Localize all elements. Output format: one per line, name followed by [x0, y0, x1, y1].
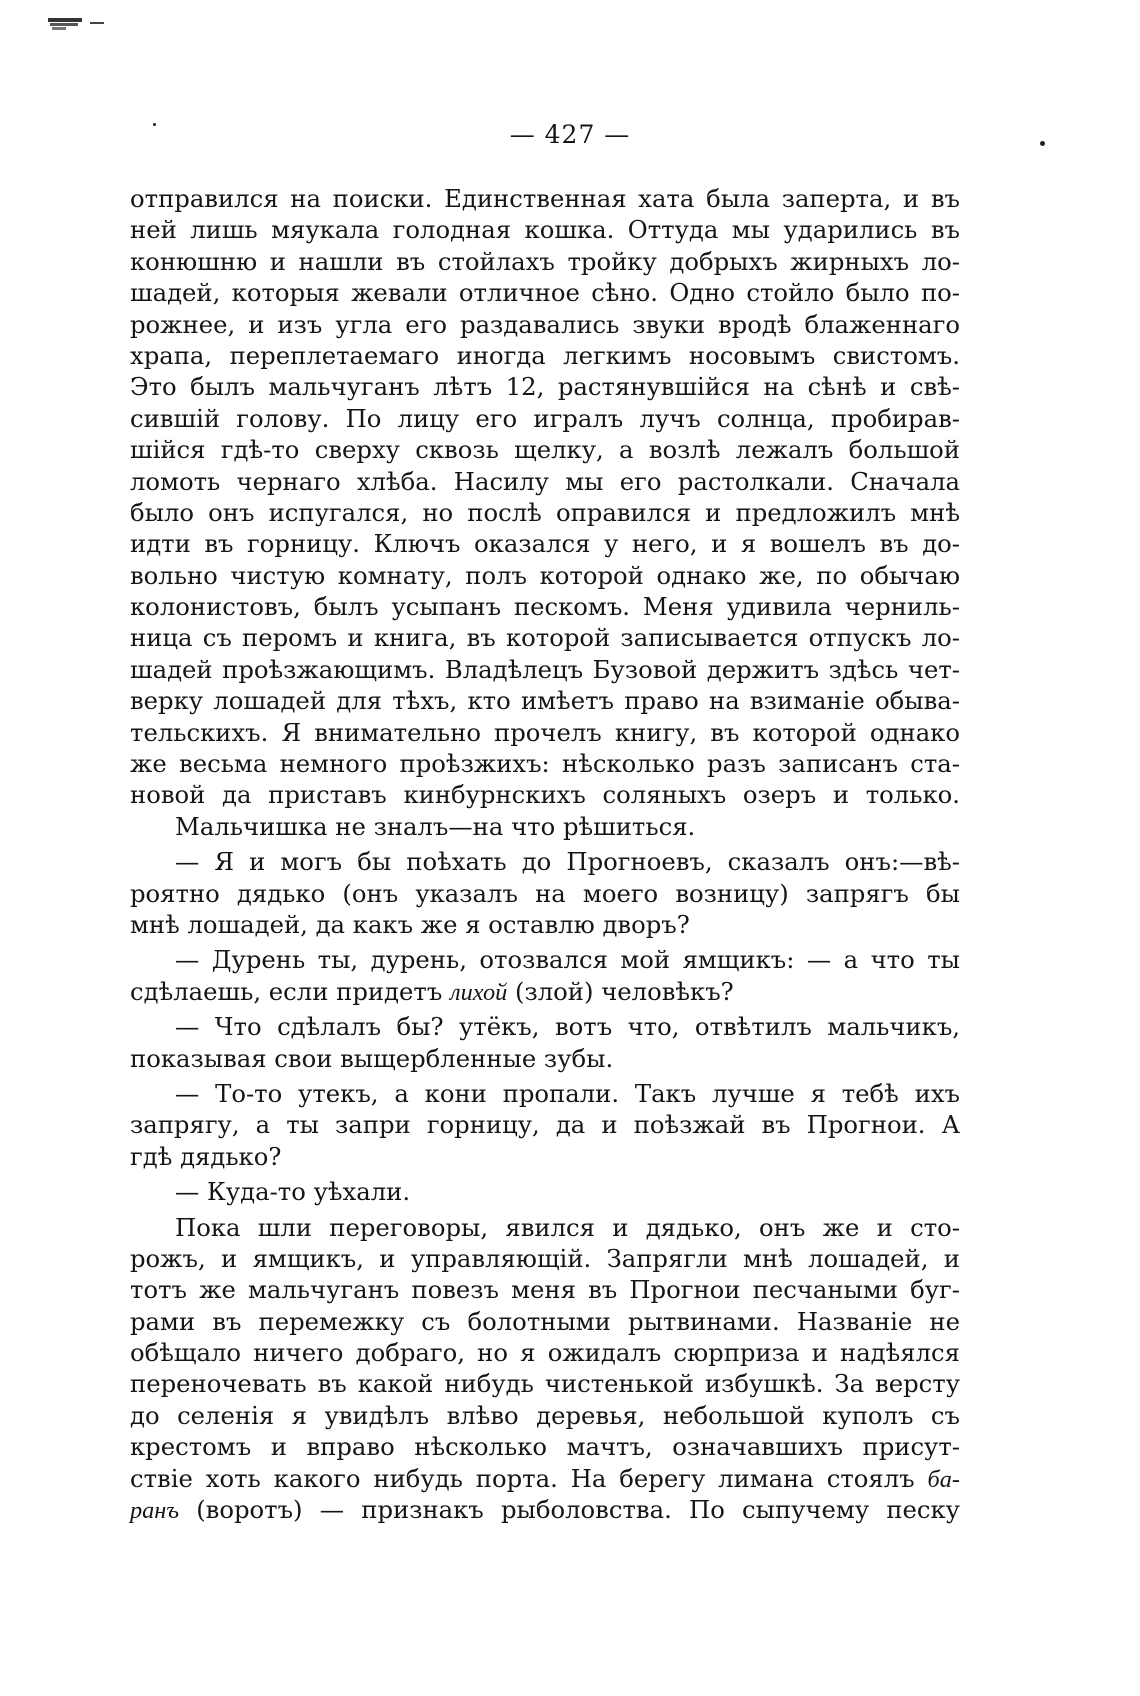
italic-word: лихой: [450, 978, 508, 1006]
paragraph-start-line: Пока шли переговоры, явился и дядько, онъ же и сто-: [175, 1212, 960, 1242]
text-line: шадей, которыя жевали отличное сѣно. Одно стойло было по-: [130, 278, 960, 308]
text-line: роятно дядько (онъ указалъ на моего возницу) запрягъ бы: [130, 878, 960, 908]
text-line: рами въ перемежку съ болотными рытвинами. Названіе не: [130, 1306, 960, 1336]
text-line: идти въ горницу. Ключъ оказался у него, и я вошелъ въ до-: [130, 529, 960, 559]
text-line: было онъ испугался, но послѣ оправился и предложилъ мнѣ: [130, 497, 960, 527]
text-line: конюшню и нашли въ стойлахъ тройку добрыхъ жирныхъ ло-: [130, 246, 960, 276]
text-line: обѣщало ничего добраго, но я ожидалъ сюрприза и надѣялся: [130, 1338, 960, 1368]
text-line: колонистовъ, былъ усыпанъ пескомъ. Меня удивила черниль-: [130, 592, 960, 622]
text-line: мнѣ лошадей, да какъ же я оставлю дворъ?: [130, 909, 690, 939]
dialogue-line: — Куда-то уѣхали.: [175, 1177, 411, 1207]
text-line: крестомъ и вправо нѣсколько мачтъ, означавшихъ присут-: [130, 1432, 960, 1462]
text-fragment: сдѣлаешь, если придетъ: [130, 976, 443, 1006]
text-line-with-italic: [130, 976, 960, 1007]
text-line: верку лошадей для тѣхъ, кто имѣетъ право на взиманіе обыва-: [130, 686, 960, 716]
text-line: Это былъ мальчуганъ лѣтъ 12, растянувшійся на сѣнѣ и свѣ-: [130, 372, 960, 402]
text-line: гдѣ дядько?: [130, 1141, 282, 1171]
text-line: рожъ, и ямщикъ, и управляющій. Запрягли мнѣ лошадей, и: [130, 1243, 960, 1273]
text-line: тотъ же мальчуганъ повезъ меня въ Прогнои песчаными буг-: [130, 1275, 960, 1305]
text-line: шійся гдѣ-то сверху сквозь щелку, а возлѣ лежалъ большой: [130, 435, 960, 465]
text-line: вольно чистую комнату, полъ которой однако же, по обычаю: [130, 560, 960, 590]
text-line: до селенія я увидѣлъ влѣво деревья, небольшой куполъ съ: [130, 1400, 960, 1430]
page-number: — 427 —: [509, 120, 631, 149]
text-fragment: (злой) человѣкъ?: [515, 976, 734, 1006]
text-line: ломоть чернаго хлѣба. Насилу мы его растолкали. Сначала: [130, 466, 960, 496]
text-line: показывая свои выщербленные зубы.: [130, 1043, 614, 1073]
text-line: рожнее, и изъ угла его раздавались звуки вродѣ блаженнаго: [130, 309, 960, 339]
printer-mark-icon: [48, 14, 108, 36]
text-line: шадей проѣзжающимъ. Владѣлецъ Бузовой держитъ здѣсь чет-: [130, 654, 960, 684]
text-line: ница съ перомъ и книга, въ которой записывается отпускъ ло-: [130, 623, 960, 653]
text-line: переночевать въ какой нибудь чистенькой избушкѣ. За версту: [130, 1369, 960, 1399]
text-fragment: (воротъ) — признакъ рыболовства. По сыпучему песку: [196, 1495, 960, 1525]
text-line: тельскихъ. Я внимательно прочелъ книгу, въ которой однако: [130, 717, 960, 747]
text-line: сившій голову. По лицу его игралъ лучъ солнца, пробирав-: [130, 403, 960, 433]
text-line-with-italic: [130, 1463, 960, 1494]
italic-word: ба-: [927, 1465, 960, 1493]
text-line: храпа, переплетаемаго иногда легкимъ носовымъ свистомъ.: [130, 340, 960, 370]
text-line: Мальчишка не зналъ—на что рѣшиться.: [175, 811, 696, 841]
text-fragment: ствіе хоть какого нибудь порта. На берегу лимана стоялъ: [130, 1463, 915, 1493]
dialogue-line: — Я и могъ бы поѣхать до Прогноевъ, сказалъ онъ:—вѣ-: [175, 847, 960, 877]
text-line: отправился на поиски. Единственная хата была заперта, и въ: [130, 184, 960, 213]
dialogue-line: — Дурень ты, дурень, отозвался мой ямщикъ: — а что ты: [175, 945, 960, 975]
italic-word: ранъ: [130, 1497, 179, 1525]
text-line: же весьма немного проѣзжихъ: нѣсколько разъ записанъ ста-: [130, 749, 960, 779]
dialogue-line: — Что сдѣлалъ бы? утёкъ, вотъ что, отвѣтилъ мальчикъ,: [175, 1012, 960, 1042]
body-text: [130, 183, 960, 1525]
dialogue-line: — То-то утекъ, а кони пропали. Такъ лучше я тебѣ ихъ: [175, 1078, 960, 1108]
text-line: новой да приставъ кинбурнскихъ соляныхъ озеръ и только.: [130, 780, 960, 810]
text-line-with-italic: [130, 1494, 960, 1525]
text-line: ней лишь мяукала голодная кошка. Оттуда мы ударились въ: [130, 215, 960, 245]
text-line: запрягу, а ты запри горницу, да и поѣзжай въ Прогнои. А: [130, 1110, 960, 1140]
